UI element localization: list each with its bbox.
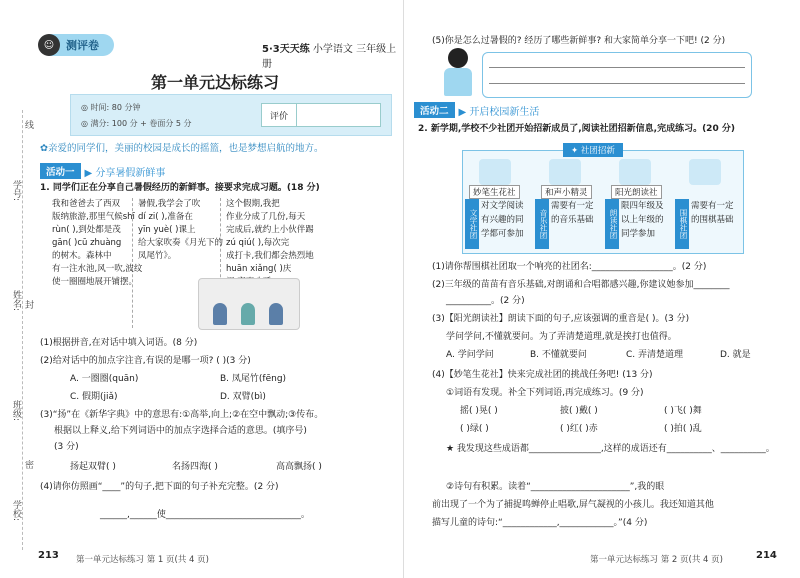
- mark-line: 线: [23, 120, 33, 129]
- evaluation-box[interactable]: [261, 103, 381, 127]
- club-name-1: 妙笔生花社: [469, 185, 520, 199]
- q1-3-word-1[interactable]: 扬起双臂( ): [70, 462, 116, 472]
- poster-caption: ✦ 社团招新: [563, 143, 623, 157]
- q2-3-option-c[interactable]: C. 弄清楚道理: [626, 350, 684, 360]
- q2-1[interactable]: (1)请你帮围棋社团取一个响亮的社团名:__________________。(2 分): [432, 262, 707, 272]
- left-page: [30, 0, 400, 578]
- idiom-finding[interactable]: ★ 我发现这些成语都________________,这样的成语还有__________、__________。: [446, 444, 775, 454]
- students-illustration: [198, 278, 300, 330]
- girl-illustration: [440, 48, 476, 98]
- series-header: [262, 40, 400, 70]
- q1-1: (1)根据拼音,在对话中填入词语。(8 分): [40, 338, 198, 348]
- student-avatar-icon: ☺: [38, 34, 60, 56]
- club-desc-2: 需要有一定 的音乐基础: [551, 201, 594, 225]
- footer-left: 第一单元达标练习 第 1 页(共 4 页): [76, 555, 209, 565]
- q2-stem: 2. 新学期,学校不少社团开始招新成员了,阅读社团招新信息,完成练习。(20 分): [418, 124, 735, 134]
- club-desc-3: 限四年级及 以上年级的 同学参加: [621, 201, 664, 239]
- passage-col-1: 我和爸爸去了西双 版纳旅游,那里气候shī rùn( ),到处都是茂 gān( )cū zhuàng 的树木。森林中 有一注水池,风一吹,波纹 使一圈圈地展开铺摆。: [52, 198, 133, 328]
- club-desc-4: 需要有一定 的围棋基础: [691, 201, 734, 225]
- q1-3-line3: (3 分): [54, 442, 79, 452]
- idiom-3[interactable]: ( )飞( )舞: [664, 406, 702, 416]
- q2-3-sentence: 学问学问,不懂就要问。为了弄清楚道理,就是挨打也值得。: [446, 332, 677, 342]
- activity-2-tag: 活动二: [414, 102, 455, 118]
- page-number-right: 214: [756, 550, 777, 561]
- club-recruitment-poster: [462, 146, 744, 254]
- idiom-6[interactable]: ( )拍( )乱: [664, 424, 702, 434]
- activity-1-heading: [40, 163, 165, 179]
- q1-2-option-c[interactable]: C. 假期(jiǎ): [70, 392, 118, 402]
- cut-line: [22, 110, 23, 550]
- page-spine: [403, 0, 404, 578]
- q1-4: (4)请你仿照画“____”的句子,把下面的句子补充完整。(2 分): [40, 482, 279, 492]
- club-type-1: 文学社团: [465, 199, 479, 249]
- q2-3-option-b[interactable]: B. 不懂就要问: [530, 350, 587, 360]
- q1-3-line1: (3)“扬”在《新华字典》中的意思有:①高举,向上;②在空中飘动;③传布。: [40, 410, 324, 420]
- page-title: 第一单元达标练习: [150, 73, 279, 92]
- label-name: 姓名:: [11, 290, 21, 312]
- music-icon: [549, 159, 581, 185]
- club-type-3: 朗读社团: [605, 199, 619, 249]
- q2-4-1: ①词语有发现。补全下列词语,再完成练习。(9 分): [446, 388, 644, 398]
- idiom-4[interactable]: ( )绿( ): [460, 424, 489, 434]
- grade: 三年级上册: [262, 44, 397, 70]
- activity-1-tag: 活动一: [40, 163, 81, 179]
- q2-2-line1[interactable]: (2)三年级的苗苗有音乐基础,对朗诵和合唱都感兴趣,你建议她参加________: [432, 280, 730, 290]
- q2-4-2-line2: 前出现了一个为了捕捉鸣蝉停止唱歌,屏气凝视的小孩儿。我还知道其他: [432, 500, 714, 510]
- binding-gutter: [0, 0, 33, 578]
- brand: 5·3天天练: [262, 44, 310, 55]
- q1-2: (2)给对话中的加点字注音,有误的是哪一项? ( )(3 分): [40, 356, 251, 366]
- q2-2-line2[interactable]: __________。(2 分): [446, 296, 525, 306]
- badge-label: 测评卷: [66, 39, 99, 52]
- q5-answer-lines[interactable]: [482, 52, 752, 98]
- chess-icon: [689, 159, 721, 185]
- club-name-2: 和声小精灵: [541, 185, 592, 199]
- label-student-id: 学号:: [11, 180, 21, 202]
- book-icon: [479, 159, 511, 185]
- label-school: 学校:: [11, 500, 21, 522]
- sparkle-icon: ✿: [40, 143, 48, 154]
- q1-stem: 1. 同学们正在分享自己暑假经历的新鲜事。接要求完成习题。(18 分): [40, 183, 320, 193]
- q1-3-word-3[interactable]: 高高飘扬( ): [276, 462, 322, 472]
- activity-1-name: ▶ 分享暑假新鲜事: [84, 167, 166, 179]
- mark-seal: 封: [23, 300, 33, 309]
- test-badge: [40, 34, 114, 56]
- q2-4-2-line1[interactable]: ②诗句有积累。读着“______________________”,我的眼: [446, 482, 665, 492]
- activity-2-heading: [414, 102, 539, 118]
- time-info: ◎ 时间: 80 分钟: [81, 103, 141, 112]
- idiom-5[interactable]: ( )红( )赤: [560, 424, 598, 434]
- evaluation-label: 评价: [262, 104, 297, 126]
- idiom-2[interactable]: 披( )戴( ): [560, 406, 598, 416]
- q1-2-option-a[interactable]: A. 一圈圈(quān): [70, 374, 139, 384]
- club-desc-1: 对文学阅读 有兴趣的同 学都可参加: [481, 201, 524, 239]
- q1-3-line2: 根据以上释义,给下列词语中的加点字选择合适的意思。(填序号): [54, 426, 307, 436]
- q2-3-option-d[interactable]: D. 就是: [720, 350, 751, 360]
- q1-4-blank[interactable]: ______,______使______________________________。: [100, 510, 310, 520]
- q2-3: (3)【阳光朗读社】朗读下面的句子,应该强调的重音是( )。(3 分): [432, 314, 690, 324]
- idiom-1[interactable]: 摇( )晃( ): [460, 406, 498, 416]
- club-type-2: 音乐社团: [535, 199, 549, 249]
- page-number-left: 213: [38, 550, 59, 561]
- q1-2-option-d[interactable]: D. 双臂(bì): [220, 392, 266, 402]
- score-info: ◎ 满分: 100 分 + 卷面分 5 分: [81, 119, 192, 128]
- q1-2-option-b[interactable]: B. 凤尾竹(fēng): [220, 374, 287, 384]
- q2-3-option-a[interactable]: A. 学问学问: [446, 350, 494, 360]
- q5-stem: (5)你是怎么过暑假的? 经历了哪些新鲜事? 和大家简单分享一下吧! (2 分): [432, 36, 726, 46]
- mark-secret: 密: [23, 460, 33, 469]
- label-class: 班级:: [11, 400, 21, 422]
- passage-col-2: 暑假,我学会了吹 dí zi( ),准备在 yīn yuè( )课上 给大家吹奏《月光下的 凤尾竹》。: [138, 198, 221, 328]
- footer-right: 第一单元达标练习 第 2 页(共 4 页): [590, 555, 723, 565]
- club-name-3: 阳光朗读社: [611, 185, 662, 199]
- activity-2-name: ▶ 开启校园新生活: [458, 106, 540, 118]
- passage-col-3: 这个假期,我把 作业分成了几份,每天 完成后,就约上小伙伴踢 zú qiú( ),每次完 成打卡,我们都会热烈地 huān xiǎng( )庆: [226, 199, 314, 274]
- q1-3-word-2[interactable]: 名扬四海( ): [172, 462, 218, 472]
- intro-text: ✿亲爱的同学们，美丽的校园是成长的摇篮，也是梦想启航的地方。: [40, 143, 324, 154]
- subject: 小学语文: [312, 44, 353, 55]
- club-type-4: 围棋社团: [675, 199, 689, 249]
- q2-4-2-line3[interactable]: 描写儿童的诗句:“____________,____________。”(4 分): [432, 518, 648, 528]
- exam-info-box: [70, 94, 392, 136]
- q2-4: (4)【妙笔生花社】快来完成社团的挑战任务吧! (13 分): [432, 370, 653, 380]
- reading-icon: [619, 159, 651, 185]
